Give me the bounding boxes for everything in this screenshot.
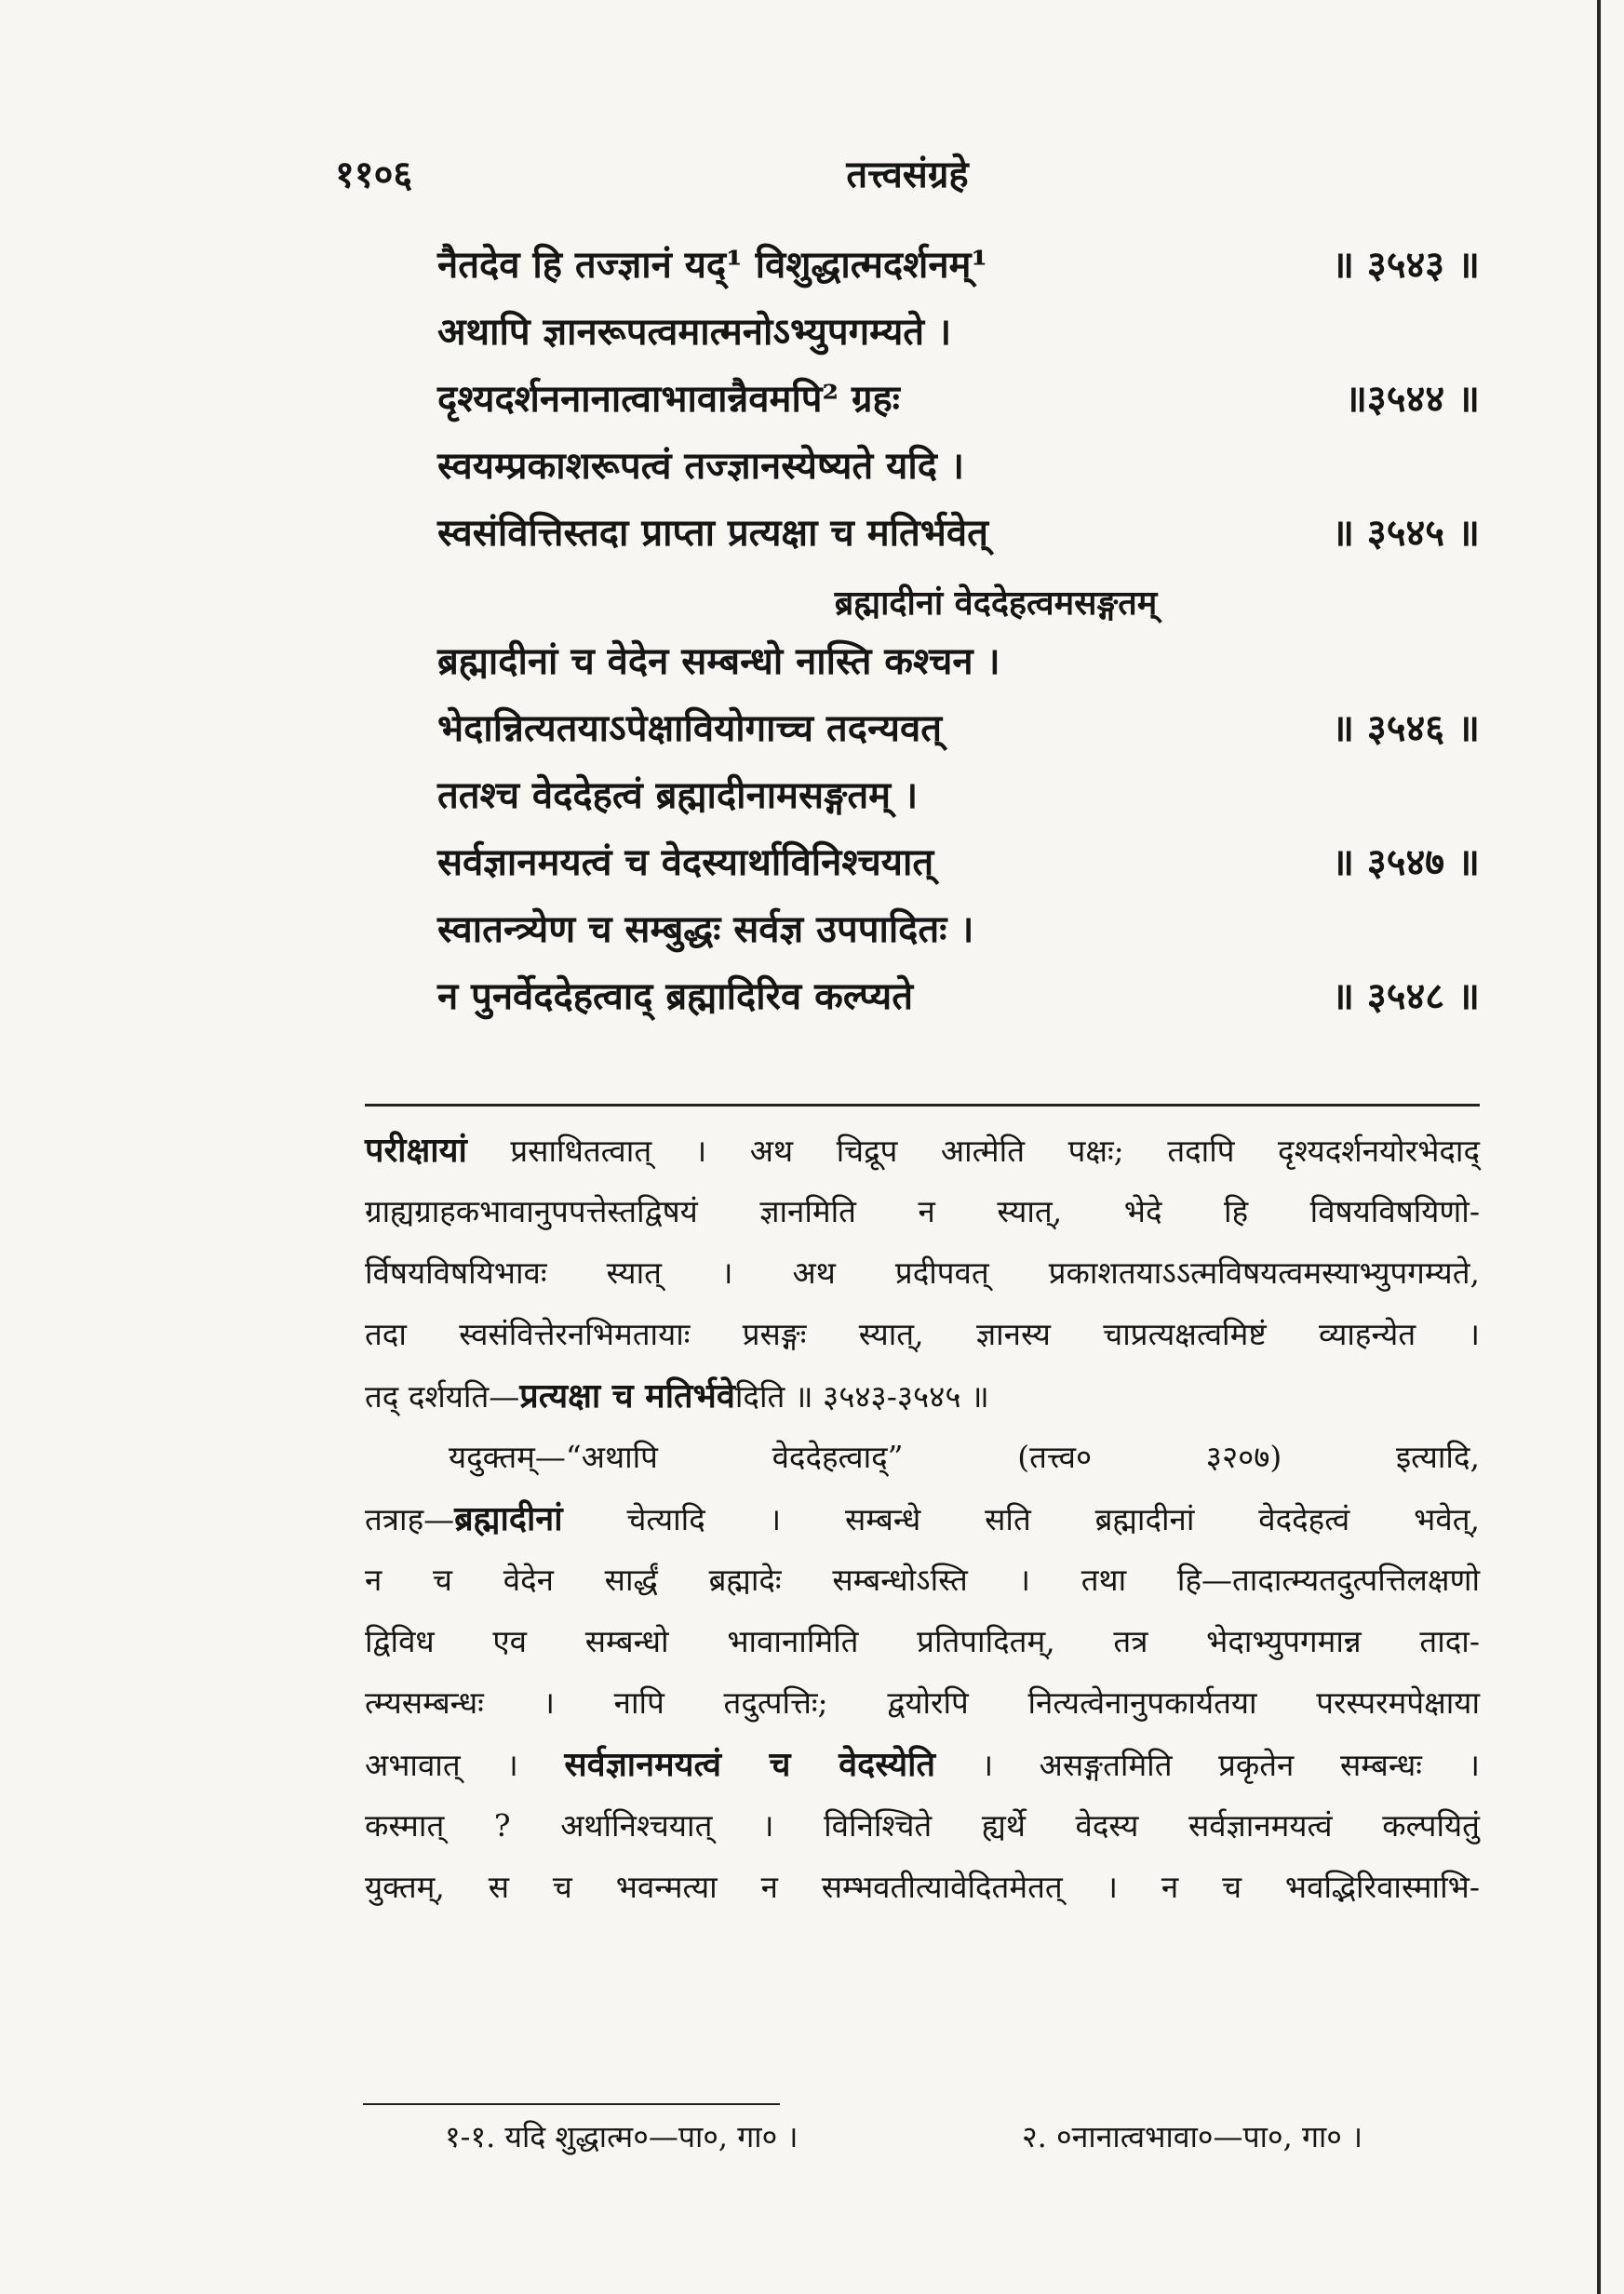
verse-line — [437, 237, 1480, 304]
verse-text: भेदान्नित्यतयाऽपेक्षावियोगाच्च तदन्यवत् — [437, 706, 943, 750]
commentary-line: न च वेदेन सार्द्धं ब्रह्मादेः सम्बन्धोऽस्ति । तथा हि—तादात्म्यतदुत्पत्तिलक्षणो — [365, 1562, 1480, 1598]
verse-text: स्वातन्त्र्येण च सम्बुद्धः सर्वज्ञ उपपादितः । — [437, 907, 974, 951]
section-heading: ब्रह्मादीनां वेददेहत्वमसङ्गतम् — [834, 584, 1158, 623]
commentary — [365, 1120, 1480, 1918]
pratika: प्रत्यक्षा च मतिर्भवे — [519, 1376, 735, 1415]
commentary-line: तद् दर्शयति—प्रत्यक्षा च मतिर्भवेदिति ॥ ३५४३-३५४५ ॥ — [365, 1376, 989, 1415]
commentary-line: त्म्यसम्बन्धः । नापि तदुत्पत्तिः; द्वयोरपि नित्यत्वेनानुपकार्यतया परस्परमपेक्षाया — [365, 1684, 1480, 1721]
verse-number: ॥ ३५४६ ॥ — [1332, 706, 1480, 750]
commentary-line: द्विविध एव सम्बन्धो भावानामिति प्रतिपादितम्, तत्र भेदाभ्युपगमान्न तादा- — [365, 1623, 1480, 1659]
page-header — [335, 147, 1480, 203]
commentary-line: ग्राह्यग्राहकभावानुपपत्तेस्तद्विषयं ज्ञानमिति न स्यात्, भेदे हि विषयविषयिणो- — [365, 1193, 1480, 1229]
verse-line — [437, 505, 1480, 572]
verse-text: दृश्यदर्शननानात्वाभावान्नैवमपि² ग्रहः — [437, 377, 900, 421]
verse-line — [437, 768, 1480, 835]
commentary-line: तत्राह—ब्रह्मादीनां चेत्यादि । सम्बन्धे सति ब्रह्मादीनां वेददेहत्वं भवेत्, — [365, 1499, 1480, 1538]
verse-number: ॥ ३५४५ ॥ — [1332, 511, 1480, 555]
verse-line — [437, 634, 1480, 701]
verse-line — [437, 902, 1480, 969]
running-title: तत्त्वसंग्रहे — [846, 153, 969, 196]
verse-line — [437, 835, 1480, 902]
commentary-divider — [365, 1104, 1480, 1107]
verse-text: अथापि ज्ञानरूपत्वमात्मनोऽभ्युपगम्यते । — [437, 310, 952, 354]
verse-text: नैतदेव हि तज्ज्ञानं यद्¹ विशुद्धात्मदर्शनम्¹ — [437, 243, 987, 287]
verse-block — [437, 237, 1480, 1036]
verse-number: ॥ ३५४३ ॥ — [1332, 243, 1480, 287]
verse-text: स्वसंवित्तिस्तदा प्राप्ता प्रत्यक्षा च मतिर्भवेत् — [437, 511, 988, 555]
footnotes — [445, 2111, 1480, 2163]
verse-text: स्वयम्प्रकाशरूपत्वं तज्ज्ञानस्येष्यते यदि । — [437, 444, 965, 488]
commentary-line: तदा स्वसंवित्तेरनभिमतायाः प्रसङ्गः स्यात्, ज्ञानस्य चाप्रत्यक्षत्वमिष्टं व्याहन्येत । — [365, 1316, 1480, 1352]
footnote: १-१. यदि शुद्धात्म०—पा०, गा० । — [445, 2119, 799, 2154]
verse-number: ॥ ३५४७ ॥ — [1332, 840, 1480, 884]
verse-number: ॥ ३५४८ ॥ — [1332, 974, 1480, 1018]
binding-edge — [1597, 0, 1601, 2294]
commentary-line: अभावात् । सर्वज्ञानमयत्वं च वेदस्येति । असङ्गतमिति प्रकृतेन सम्बन्धः । — [365, 1745, 1481, 1784]
verse-line — [437, 701, 1480, 768]
footnote-divider — [363, 2103, 780, 2105]
pratika: परीक्षायां — [365, 1131, 467, 1170]
commentary-line: परीक्षायां प्रसाधितत्वात् । अथ चिद्रूप आत्मेति पक्षः; तदापि दृश्यदर्शनयोरभेदाद् — [365, 1131, 1480, 1170]
verse-line — [437, 371, 1480, 438]
pratika: ब्रह्मादीनां — [454, 1499, 563, 1538]
footnote: २. ०नानात्वभावा०—पा०, गा० । — [1022, 2119, 1363, 2154]
verse-line — [437, 969, 1480, 1036]
verse-line — [437, 304, 1480, 371]
verse-text: सर्वज्ञानमयत्वं च वेदस्यार्थाविनिश्चयात् — [437, 840, 934, 884]
verse-text: ब्रह्मादीनां च वेदेन सम्बन्धो नास्ति कश्चन । — [437, 639, 1000, 683]
verse-line — [437, 438, 1480, 505]
verse-number: ॥३५४४ ॥ — [1344, 377, 1480, 421]
pratika: सर्वज्ञानमयत्वं च वेदस्येति — [564, 1745, 936, 1784]
page-number: ११०६ — [335, 153, 413, 196]
verse-text: न पुनर्वेददेहत्वाद् ब्रह्मादिरिव कल्प्यते — [437, 974, 914, 1018]
commentary-line: कस्मात् ? अर्थानिश्चयात् । विनिश्चिते ह्यर्थे वेदस्य सर्वज्ञानमयत्वं कल्पयितुं — [365, 1807, 1480, 1844]
commentary-line: युक्तम्, स च भवन्मत्या न सम्भवतीत्यावेदितमेतत् । न च भवद्भिरिवास्माभि- — [365, 1869, 1480, 1905]
commentary-line: यदुक्तम्—“अथापि वेददेहत्वाद्” (तत्त्व० ३२०७) इत्यादि, — [449, 1439, 1480, 1475]
verse-text: ततश्च वेददेहत्वं ब्रह्मादीनामसङ्गतम् । — [437, 773, 919, 817]
commentary-line: र्विषयविषयिभावः स्यात् । अथ प्रदीपवत् प्रकाशतयाऽऽत्मविषयत्वमस्याभ्युपगम्यते, — [365, 1254, 1480, 1291]
